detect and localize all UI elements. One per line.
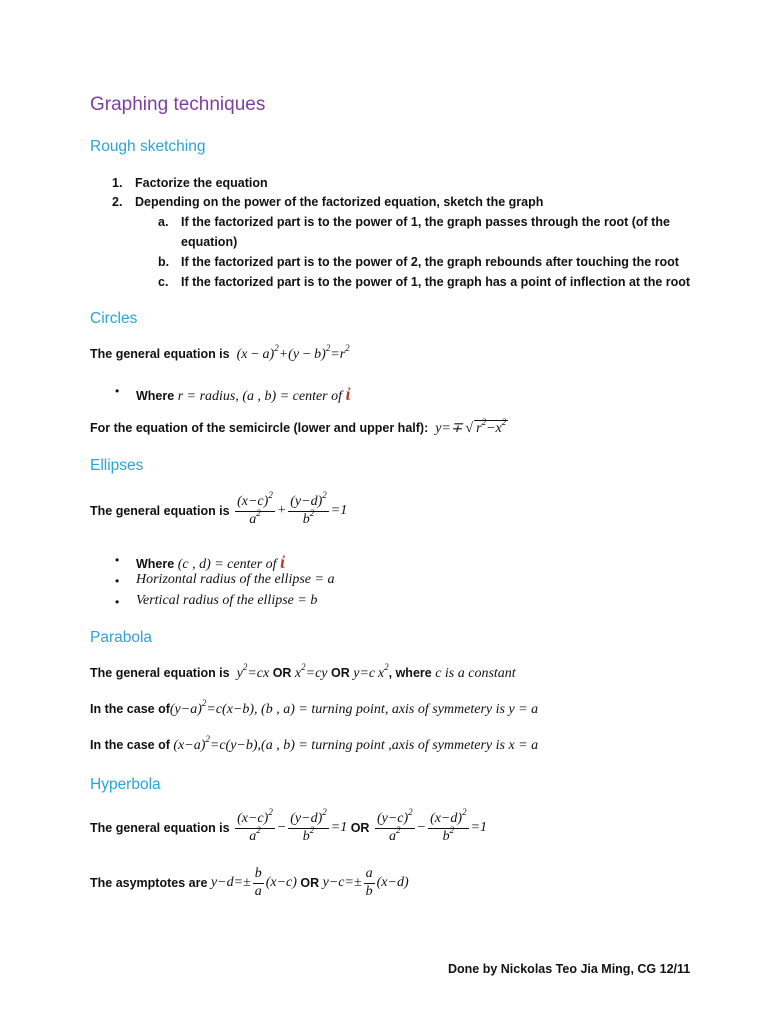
- ellipse-general-equation: [90, 490, 348, 528]
- parabola-eq-3: y=c $x^2$: [353, 662, 389, 681]
- sublist-letter: b.: [158, 255, 170, 269]
- label: The general equation is: [90, 666, 230, 680]
- or-word: OR: [272, 666, 292, 680]
- label: The asymptotes are: [90, 876, 208, 890]
- hyperbola-eq-1: $\frac{(x-c)^2}{a^2}$ − $\frac{(y-d)^2}{b^2}$ =1: [237, 807, 348, 844]
- heading-parabola: Parabola: [90, 629, 153, 646]
- circle-where-math: r = radius, (a , b) = center of: [177, 389, 343, 404]
- ellipse-vertical-radius: Vertical radius of the ellipse = b: [136, 593, 318, 608]
- parabola-eq-2: $x^2=cy$: [294, 662, 328, 681]
- parabola-general-equation: [90, 662, 516, 682]
- label: In the case of: [90, 702, 170, 716]
- circle-where-line: [136, 384, 351, 405]
- label: The general equation is: [90, 504, 230, 518]
- hyperbola-asymptotes: [90, 866, 409, 900]
- missing-glyph-icon: ἰ: [345, 384, 351, 404]
- or-word: OR: [331, 666, 350, 680]
- ellipse-horizontal-radius: Horizontal radius of the ellipse = a: [136, 572, 335, 587]
- label: Where: [136, 389, 175, 403]
- heading-rough-sketching: Rough sketching: [90, 138, 206, 155]
- bullet-dot: •: [115, 574, 120, 588]
- or-word: OR: [300, 876, 320, 890]
- heading-circles: Circles: [90, 310, 138, 327]
- bullet-dot: •: [115, 595, 120, 609]
- sublist-item: If the factorized part is to the power of 1, the graph has a point of inflection at the root: [181, 275, 691, 289]
- sublist-letter: c.: [158, 275, 169, 289]
- missing-glyph-icon: ἰ: [280, 552, 286, 572]
- heading-ellipses: Ellipses: [90, 457, 144, 474]
- where-word: , where: [388, 666, 432, 680]
- ellipse-equation: $\frac{(x-c)^2}{a^2}$ + $\frac{(y-d)^2}{b^2}$ =1: [237, 490, 348, 527]
- footer-credit: Done by Nickolas Teo Jia Ming, CG 12/11: [448, 962, 691, 976]
- parabola-case2-eq: $(x-a)^2=c(y-b)$: [173, 734, 258, 753]
- hyperbola-general-equation: [90, 807, 488, 845]
- parabola-case1-eq: $(y-a)^2=c(x-b)$: [169, 698, 255, 717]
- ellipse-where-line: [136, 552, 285, 573]
- parabola-case-2: [90, 734, 539, 754]
- bullet-dot: •: [115, 553, 120, 567]
- parabola-case-1: [90, 698, 539, 718]
- parabola-case1-text: , (b , a) = turning point, axis of symmetery is y = a: [254, 702, 539, 717]
- hyperbola-eq-2: $\frac{(y-c)^2}{a^2}$ − $\frac{(x-d)^2}{b^2}$ =1: [376, 807, 488, 844]
- sublist-item: If the factorized part is to the power of 1, the graph passes through the root (of the: [181, 215, 670, 229]
- sublist-item: If the factorized part is to the power of 2, the graph rebounds after touching the root: [181, 255, 679, 269]
- circle-equation: $(x - a)^2+(y - b)^2=r^2$: [233, 343, 350, 362]
- list-number: 1.: [112, 176, 123, 190]
- bullet-dot: •: [115, 384, 120, 398]
- parabola-eq-1: $y^2=cx$: [233, 662, 270, 681]
- label: In the case of: [90, 738, 170, 752]
- semicircle-line: [90, 417, 508, 437]
- list-item: Factorize the equation: [135, 176, 268, 190]
- asymptote-eq-1: y−d=± $\frac{b}{a}$ (x−c): [210, 866, 297, 899]
- label: The general equation is: [90, 821, 230, 835]
- semicircle-equation: y=∓ √ $r^2-x^2$: [431, 417, 507, 436]
- parabola-case2-text: ,(a , b) = turning point ,axis of symmetery is x = a: [257, 738, 539, 753]
- page-title: Graphing techniques: [90, 94, 266, 115]
- sublist-letter: a.: [158, 215, 169, 229]
- label: The general equation is: [90, 347, 230, 361]
- asymptote-eq-2: y−c=± $\frac{a}{b}$ (x−d): [322, 866, 409, 899]
- list-number: 2.: [112, 195, 123, 209]
- ellipse-where-math: (c , d) = center of: [177, 557, 277, 572]
- heading-hyperbola: Hyperbola: [90, 776, 161, 793]
- circle-general-equation: [90, 343, 350, 363]
- sublist-item-continuation: equation): [181, 235, 238, 249]
- list-item: Depending on the power of the factorized equation, sketch the graph: [135, 195, 544, 209]
- or-word: OR: [350, 821, 370, 835]
- label: Where: [136, 557, 175, 571]
- label: For the equation of the semicircle (lower and upper half):: [90, 421, 429, 435]
- constant-text: c is a constant: [435, 666, 516, 681]
